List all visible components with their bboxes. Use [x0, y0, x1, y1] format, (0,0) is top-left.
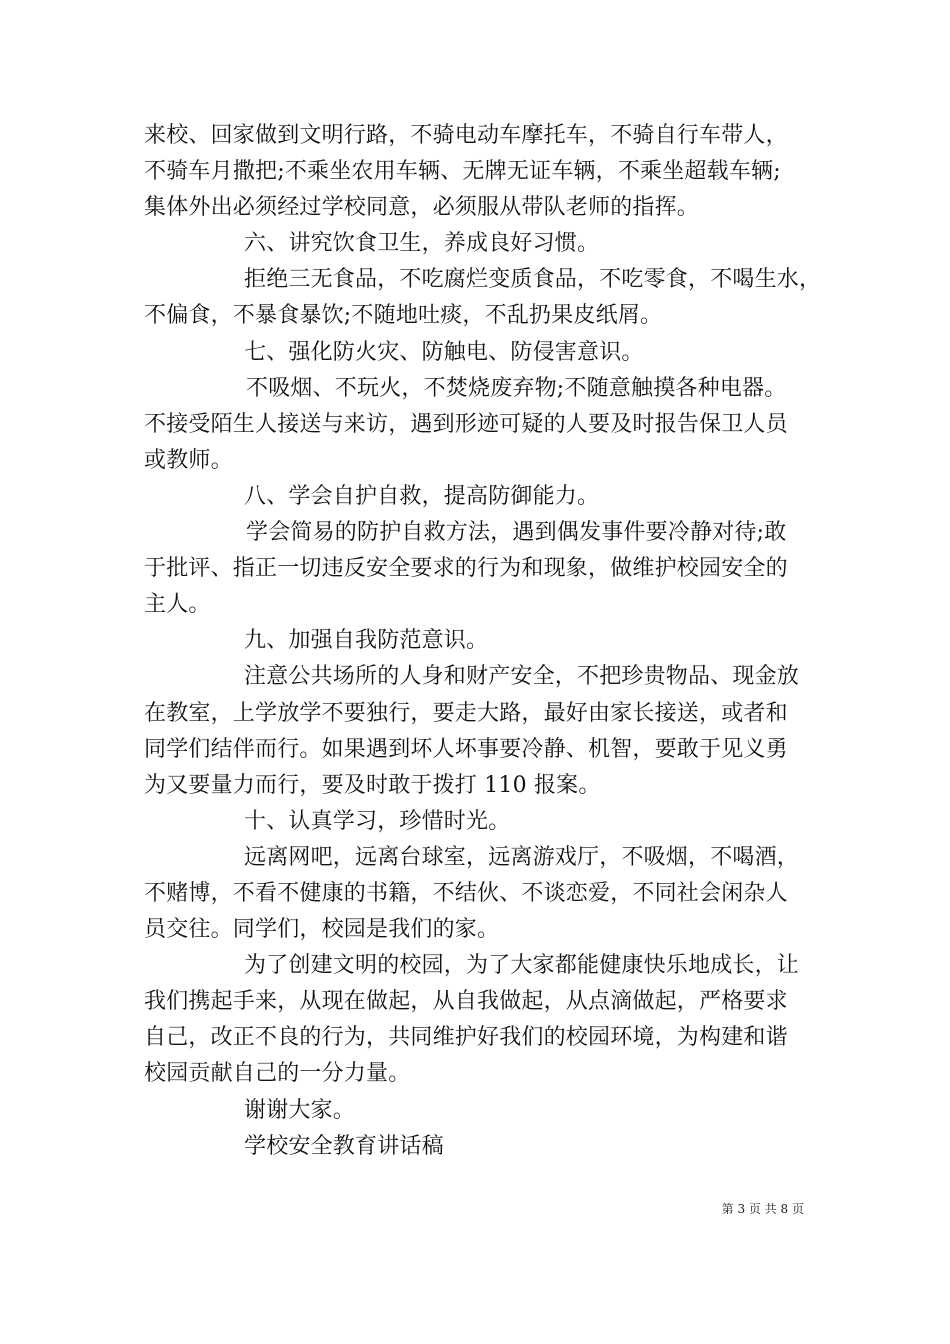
paragraph-line: 于批评、指正一切违反安全要求的行为和现象，做维护校园安全的	[144, 556, 788, 582]
paragraph-line: 或教师。	[144, 447, 233, 473]
paragraph-line: 注意公共场所的人身和财产安全，不把珍贵物品、现金放	[244, 664, 800, 690]
paragraph-line: 集体外出必须经过学校同意，必须服从带队老师的指挥。	[144, 195, 700, 221]
paragraph-line: 远离网吧，远离台球室，远离游戏厅，不吸烟，不喝酒，	[244, 844, 800, 870]
paragraph-line: 来校、回家做到文明行路，不骑电动车摩托车，不骑自行车带人，	[144, 123, 788, 148]
document-title-line: 学校安全教育讲话稿	[244, 1133, 444, 1159]
section-heading: 九、加强自我防范意识。	[244, 628, 489, 654]
paragraph-line: 拒绝三无食品，不吃腐烂变质食品，不吃零食，不喝生水，	[244, 267, 822, 293]
section-heading: 六、讲究饮食卫生，养成良好习惯。	[244, 231, 600, 257]
paragraph-line: 校园贡献自己的一分力量。	[144, 1061, 411, 1087]
paragraph-line: 同学们结伴而行。如果遇到坏人坏事要冷静、机智，要敢于见义勇	[144, 736, 788, 762]
section-heading: 八、学会自护自救，提高防御能力。	[244, 483, 600, 509]
paragraph-line: 为又要量力而行，要及时敢于拨打 110 报案。	[144, 772, 601, 798]
closing-line: 谢谢大家。	[244, 1097, 356, 1123]
paragraph-line: 主人。	[144, 592, 211, 618]
paragraph-line: 我们携起手来，从现在做起，从自我做起，从点滴做起，严格要求	[144, 989, 788, 1015]
paragraph-line: 不赌博，不看不健康的书籍，不结伙、不谈恋爱，不同社会闲杂人	[144, 880, 788, 906]
section-heading: 十、认真学习，珍惜时光。	[244, 808, 511, 834]
section-heading: 七、强化防火灾、防触电、防侵害意识。	[244, 339, 644, 365]
paragraph-line: 为了创建文明的校园，为了大家都能健康快乐地成长，让	[244, 953, 800, 979]
paragraph-line: 不吸烟、不玩火，不焚烧废弃物;不随意触摸各种电器。	[246, 375, 787, 401]
paragraph-line: 员交往。同学们，校园是我们的家。	[144, 917, 500, 943]
page-number: 第 3 页 共 8 页	[721, 1202, 804, 1216]
paragraph-line: 不接受陌生人接送与来访，遇到形迹可疑的人要及时报告保卫人员	[144, 411, 788, 437]
paragraph-line: 不骑车月撒把;不乘坐农用车辆、无牌无证车辆，不乘坐超载车辆;	[144, 159, 781, 185]
paragraph-line: 学会简易的防护自救方法，遇到偶发事件要冷静对待;敢	[246, 520, 787, 546]
paragraph-line: 不偏食，不暴食暴饮;不随地吐痰，不乱扔果皮纸屑。	[144, 303, 663, 329]
body-text	[144, 118, 844, 1165]
paragraph-line: 自己，改正不良的行为，共同维护好我们的校园环境，为构建和谐	[144, 1025, 788, 1051]
paragraph-line: 在教室，上学放学不要独行，要走大路，最好由家长接送，或者和	[144, 700, 788, 726]
